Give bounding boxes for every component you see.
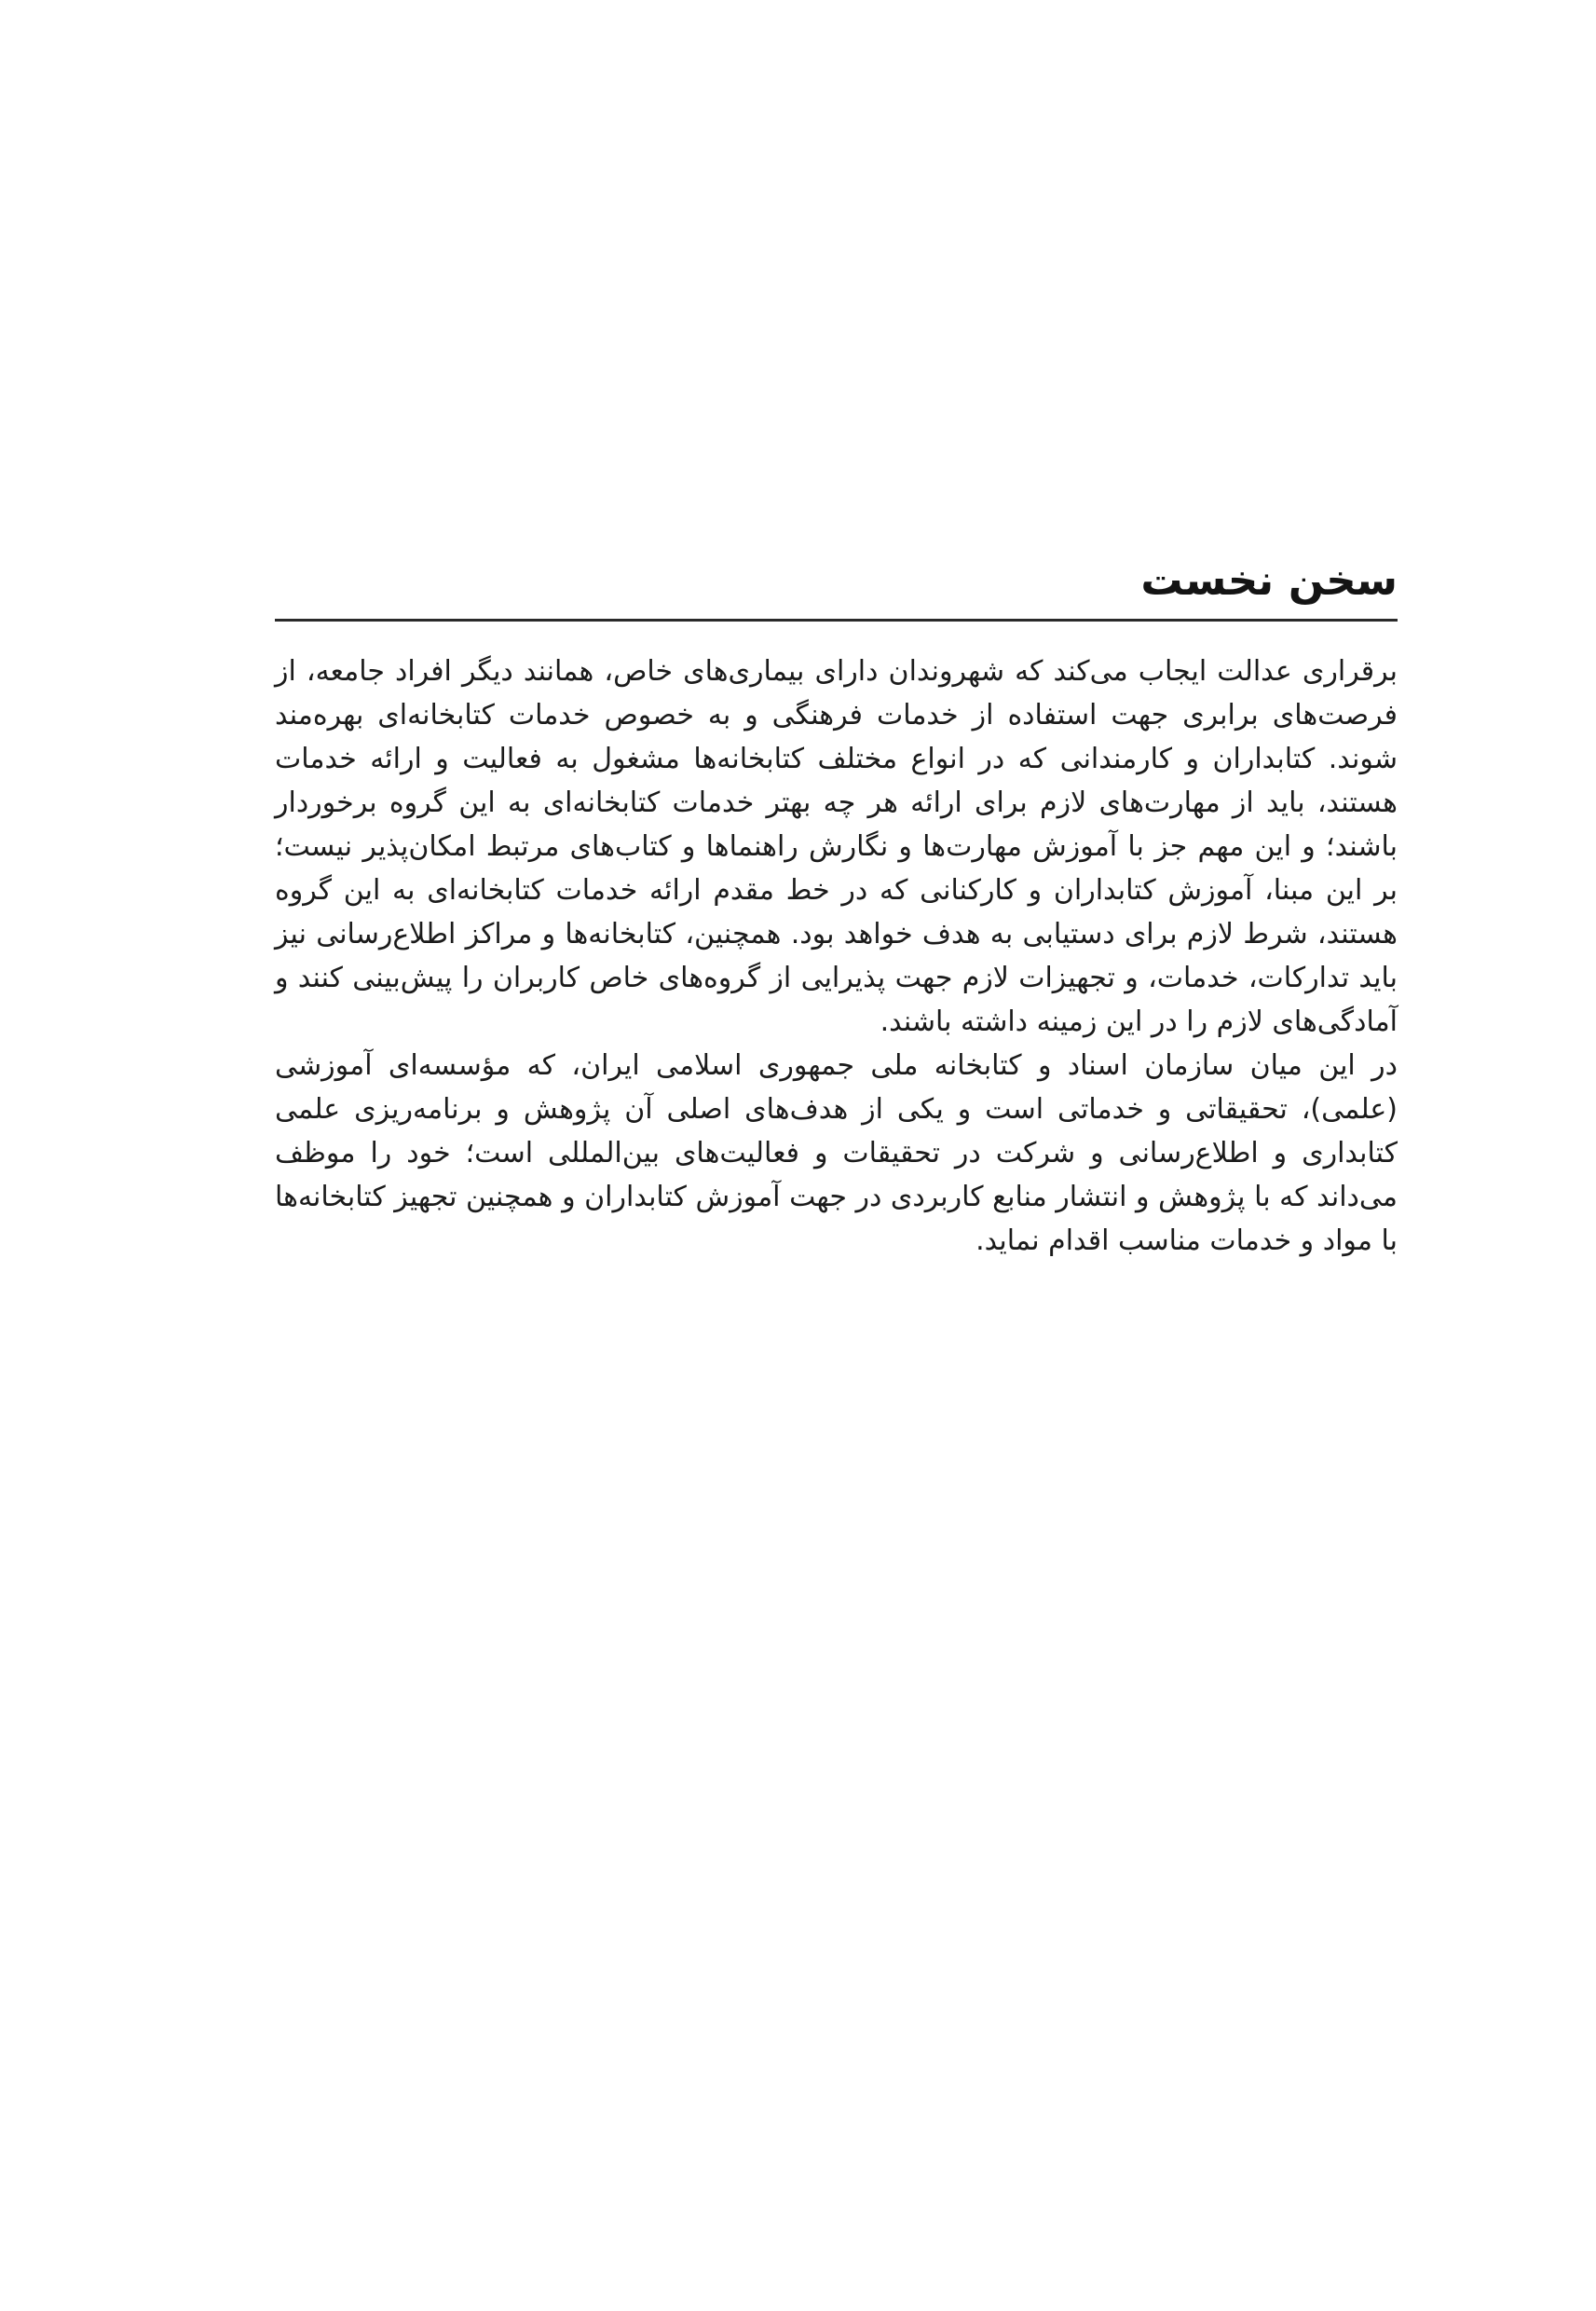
page-title: سخن نخست [1140,555,1398,605]
paragraph-2: در این میان سازمان اسناد و کتابخانه ملی جمهوری اسلامی ایران، که مؤسسه‌ای آموزشی (علمی)، تحقیقاتی و خدماتی است و یکی از هدف‌های اصلی آن پژوهش و برنامه‌ریزی علمی کتابداری و اطلاع‌رسانی و شرکت در تحقیقات و فعالیت‌های بین‌المللی است؛ خود را موظف می‌داند که با پژوهش و انتشار منابع کاربردی در جهت آموزش کتابداران و همچنین تجهیز کتابخانه‌ها با مواد و خدمات مناسب اقدام نماید. [275,1049,1398,1257]
paragraph-1: برقراری عدالت ایجاب می‌کند که شهروندان دارای بیماری‌های خاص، همانند دیگر افراد جامعه، از فرصت‌های برابری جهت استفاده از خدمات فرهنگی و به خصوص خدمات کتابخانه‌ای بهره‌مند شوند. کتابداران و کارمندانی که در انواع مختلف کتابخانه‌ها مشغول به فعالیت و ارائه خدمات هستند، باید از مهارت‌های لازم برای ارائه هر چه بهتر خدمات کتابخانه‌ای به این گروه برخوردار باشند؛ و این مهم جز با آموزش مهارت‌ها و نگارش راهنماها و کتاب‌های مرتبط امکان‌پذیر نیست؛ بر این مبنا، آموزش کتابداران و کارکنانی که در خط مقدم ارائه خدمات کتابخانه‌ای به این گروه هستند، شرط لازم برای دستیابی به هدف خواهد بود. همچنین، کتابخانه‌ها و مراکز اطلاع‌رسانی نیز باید تدارکات، خدمات، و تجهیزات لازم جهت پذیرایی از گروه‌های خاص کاربران را پیش‌بینی کنند و آمادگی‌های لازم را در این زمینه داشته باشند. [275,655,1398,1038]
preface-section [275,555,1398,1263]
heading-divider [275,619,1398,622]
